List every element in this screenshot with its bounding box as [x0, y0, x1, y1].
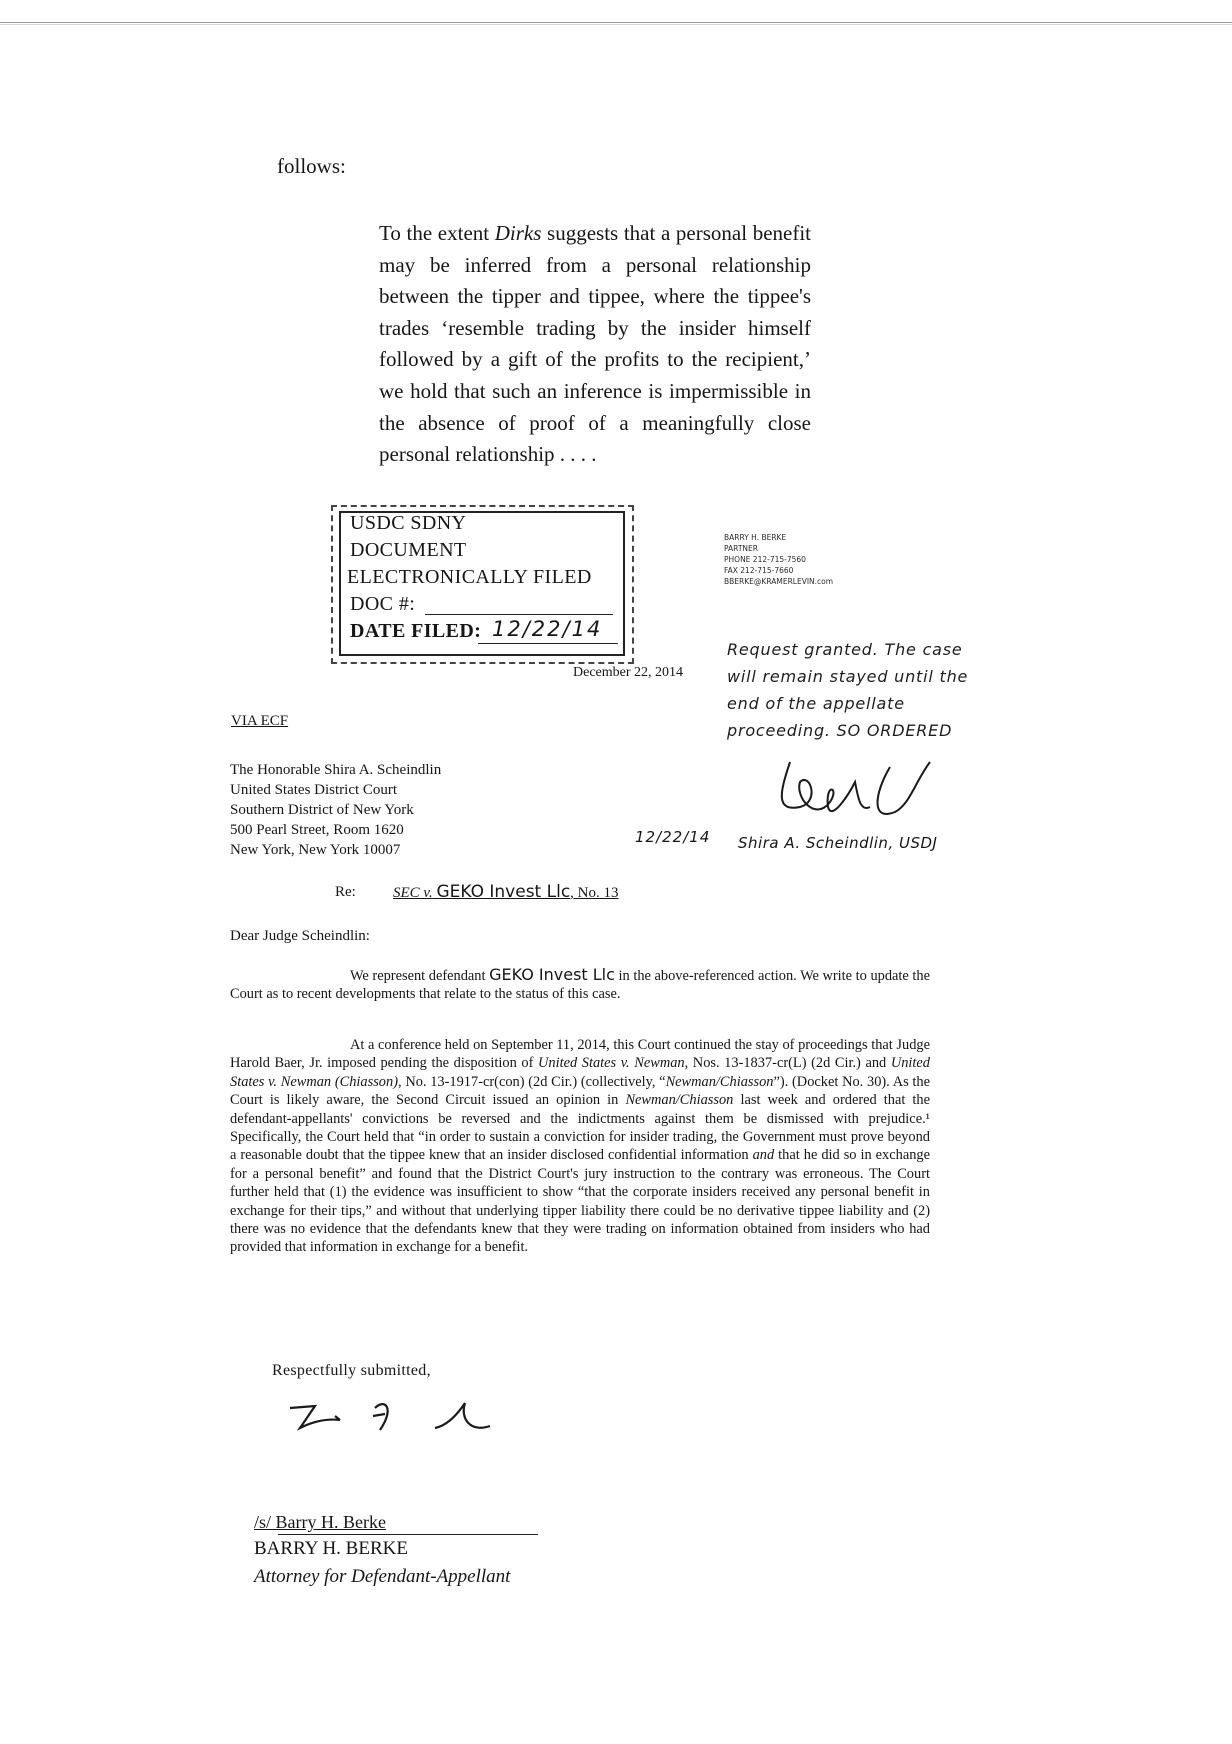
letterhead-fax: FAX 212-715-7660: [724, 566, 794, 575]
paragraph-segment: that he did so in exchange for a personal benefit” and found that the District Court's jury instruction to the contrary was erroneous. The Court further held that (1) the evidence was insufficient to show “that the corporate insiders received any personal benefit in exchange for their tips,” and without that underlying tipper liability there could be no derivative tippee liability and (2) there was no evidence that the defendants knew that they were trading on information obtained from insiders who had provided that information in exchange for a benefit.: [230, 1147, 930, 1256]
stamp-doc-number: DOC #:: [350, 593, 416, 615]
para1-party: GEKO Invest Llc: [489, 965, 615, 984]
stamp-court: USDC SDNY: [350, 512, 467, 534]
order-date: 12/22/14: [635, 828, 711, 846]
case-citation: Newman/Chiasson: [625, 1092, 734, 1109]
stamp-date-filed: DATE FILED:: [350, 620, 482, 642]
order-line-3: end of the appellate: [727, 694, 905, 713]
attorney-signature: [285, 1388, 525, 1448]
paragraph-update: [230, 1036, 930, 1257]
re-case-title: [393, 882, 619, 902]
letter-date: December 22, 2014: [573, 665, 684, 680]
stamp-electronically-filed: ELECTRONICALLY FILED: [347, 566, 592, 588]
letterhead-phone: PHONE 212-715-7560: [724, 555, 806, 564]
letterhead-block: [724, 532, 833, 587]
order-line-2: will remain stayed until the: [727, 667, 969, 686]
signer-title: Attorney for Defendant-Appellant: [254, 1566, 511, 1587]
case-citation: and: [752, 1147, 775, 1164]
signature-line: [278, 1534, 538, 1535]
case-citation: United States v. Newman: [537, 1055, 685, 1072]
order-line-4: proceeding. SO ORDERED: [727, 721, 953, 740]
electronic-signature: /s/ Barry H. Berke: [254, 1512, 386, 1532]
scan-top-rule: [0, 22, 1232, 23]
delivery-method: VIA ECF: [231, 713, 289, 729]
letterhead-name: BARRY H. BERKE: [724, 533, 787, 542]
judge-name: Shira A. Scheindlin, USDJ: [738, 834, 938, 852]
closing: Respectfully submitted,: [272, 1362, 431, 1379]
paragraph-segment: ”). (Docket No. 30). As the Court is likely aware, the Second Circuit issued an opinion in: [230, 1073, 930, 1109]
paragraph-intro: [230, 966, 930, 1003]
handwritten-order: [727, 636, 1067, 744]
stamp-date-value: 12/22/14: [492, 617, 603, 641]
para1-text-a: We represent defendant: [350, 968, 490, 984]
letterhead-email: BBERKE@KRAMERLEVIN.com: [724, 577, 834, 586]
paragraph-segment: last week and ordered that the defendant-appellants' convictions be reversed and the indictments against them be dismissed with prejudice.¹ Specifically, the Court held that “in order to sustain a conviction for insider trading, the Government must prove beyond a reasonable doubt that the tippee knew that an insider disclosed confidential information: [230, 1092, 930, 1164]
order-line-1: Request granted. The case: [727, 640, 963, 659]
quote-case-name: Dirks: [494, 221, 542, 245]
letterhead-title: PARTNER: [724, 544, 758, 553]
block-quote: [379, 218, 811, 471]
addressee-line: The Honorable Shira A. Scheindlin: [230, 762, 442, 778]
stamp-doc-line: [425, 614, 613, 615]
re-case-number: , No. 13: [570, 885, 619, 901]
paragraph-segment: , No. 13-1917-cr(con) (2d Cir.) (collectively, “: [398, 1073, 666, 1090]
case-citation: Newman/Chiasson: [665, 1073, 774, 1090]
addressee-line: United States District Court: [230, 782, 398, 798]
quote-text-a: To the extent: [379, 221, 495, 245]
stamp-date-line: [478, 643, 618, 644]
judge-signature: [770, 752, 960, 832]
stamp-document: DOCUMENT: [350, 539, 467, 561]
signer-name: BARRY H. BERKE: [254, 1538, 408, 1559]
paragraph-segment: At a conference held on September 11, 2014, this Court continued the stay of proceedings that Judge Harold Baer, Jr. imposed pending the disposition of: [230, 1037, 930, 1072]
quote-text-b: suggests that a personal benefit may be inferred from a personal relationship between the tipper and tippee, where the tippee's trades ‘resemble trading by the insider himself followed by a gift of the profits to the recipient,’ we hold that such an inference is impermissible in the absence of proof of a meaningfully close personal relationship . . . .: [379, 221, 811, 467]
intro-text: follows:: [277, 154, 346, 178]
addressee-line: New York, New York 10007: [230, 842, 401, 858]
re-label: Re:: [335, 884, 356, 900]
paragraph-segment: , Nos. 13-1837-cr(L) (2d Cir.) and: [684, 1055, 891, 1072]
addressee-block: [230, 760, 441, 860]
addressee-line: 500 Pearl Street, Room 1620: [230, 822, 404, 838]
addressee-line: Southern District of New York: [230, 802, 414, 818]
re-case-italic: SEC v.: [393, 885, 433, 901]
para1-text-b: in the above-referenced action. We write to update the Court as to recent developments that relate to the status of this case.: [230, 968, 930, 1002]
case-citation: United States v. Newman (Chiasson): [230, 1055, 930, 1090]
re-case-party: GEKO Invest Llc: [436, 882, 571, 902]
salutation: Dear Judge Scheindlin:: [230, 928, 370, 944]
scan-top-rule-shadow: [0, 24, 1232, 25]
